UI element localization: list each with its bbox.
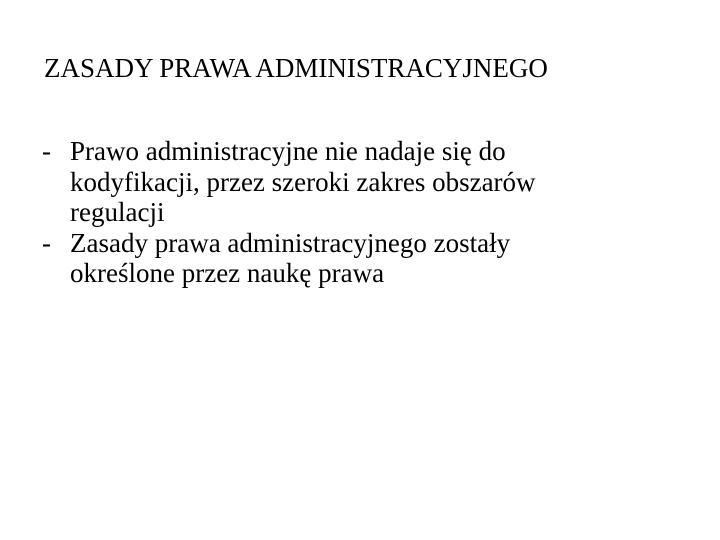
bullet-text-line: regulacji: [70, 197, 165, 227]
bullet-marker: -: [42, 136, 51, 166]
bullet-list: [42, 136, 682, 289]
slide-title: ZASADY PRAWA ADMINISTRACYJNEGO: [44, 53, 548, 83]
bullet-marker: -: [42, 227, 51, 258]
bullet-item-1: [42, 136, 682, 228]
bullet-text-line: Zasady prawa administracyjnego zostały: [70, 227, 511, 258]
bullet-item-2: [42, 228, 682, 289]
bullet-text-line: kodyfikacji, przez szeroki zakres obszarów: [70, 166, 536, 197]
bullet-text-line: Prawo administracyjne nie nadaje się do: [70, 136, 506, 166]
bullet-text-line: określone przez naukę prawa: [70, 258, 385, 288]
